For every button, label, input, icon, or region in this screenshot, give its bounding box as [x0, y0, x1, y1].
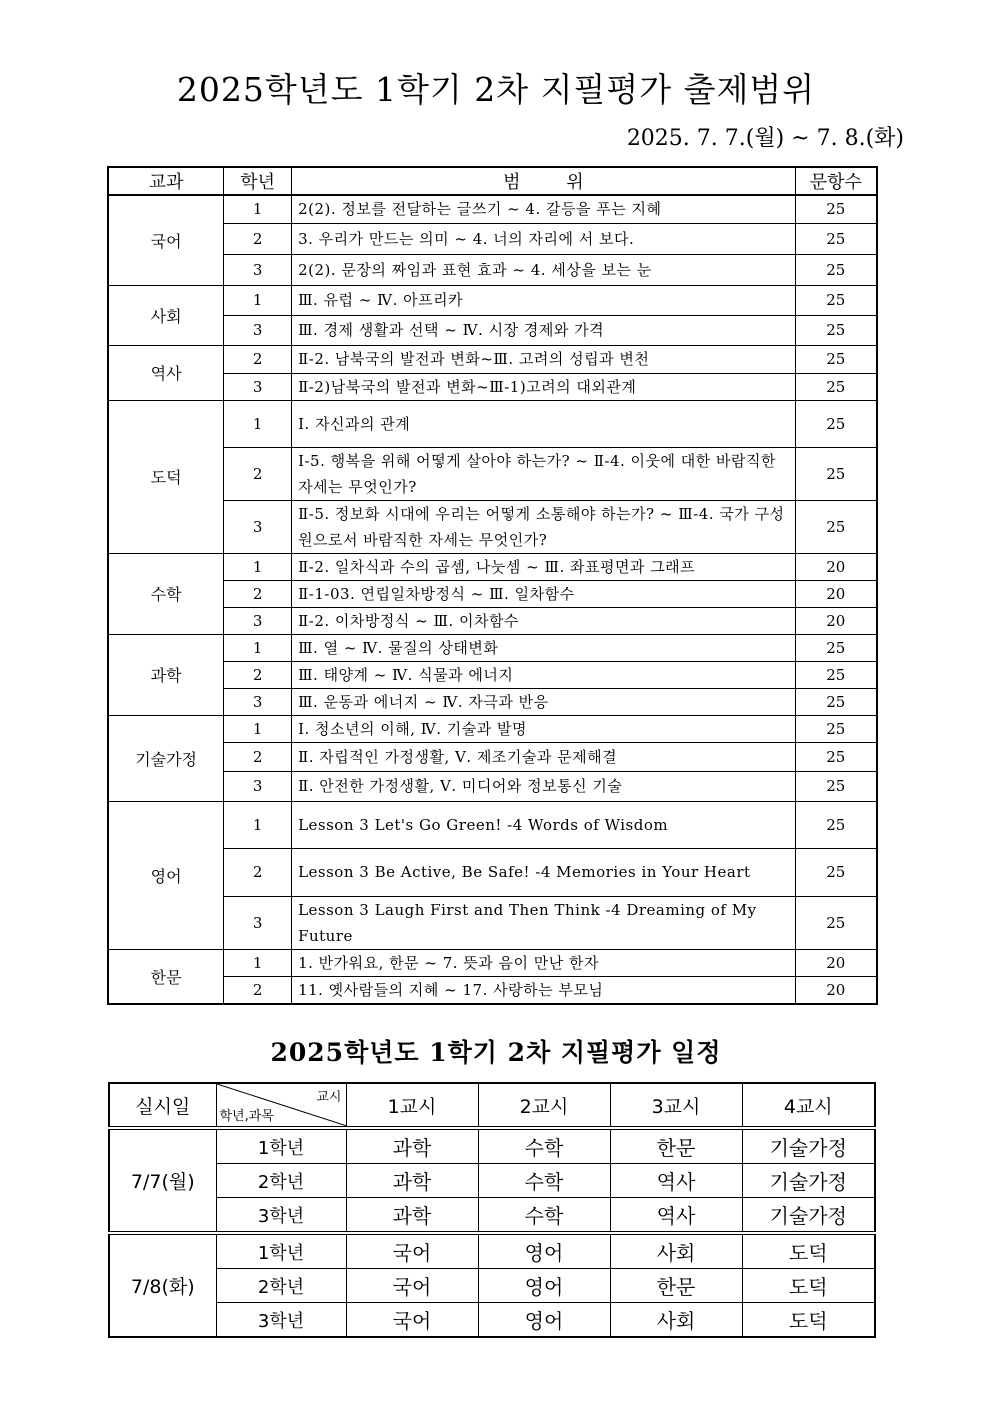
period-subject-cell: 과학 — [346, 1198, 478, 1234]
range-row — [108, 715, 877, 742]
count-cell: 25 — [795, 254, 877, 285]
period-subject-cell: 도덕 — [742, 1233, 875, 1269]
header-count: 문항수 — [795, 167, 877, 195]
grade-cell: 3 — [224, 607, 292, 634]
count-cell: 25 — [795, 771, 877, 801]
subject-cell: 수학 — [108, 553, 224, 634]
range-cell: Ⅱ. 안전한 가정생활, Ⅴ. 미디어와 정보통신 기술 — [292, 771, 796, 801]
count-cell: 25 — [795, 742, 877, 771]
range-cell: 3. 우리가 만드는 의미 ~ 4. 너의 자리에 서 보다. — [292, 223, 796, 254]
range-row — [108, 195, 877, 223]
range-cell: Ⅲ. 운동과 에너지 ~ Ⅳ. 자극과 반응 — [292, 688, 796, 715]
range-cell: Lesson 3 Let's Go Green! -4 Words of Wisdom — [292, 801, 796, 848]
range-cell: Lesson 3 Laugh First and Then Think -4 Dreaming of My Future — [292, 896, 796, 949]
count-cell: 25 — [795, 345, 877, 373]
count-cell: 25 — [795, 896, 877, 949]
grade-cell: 3 — [224, 771, 292, 801]
range-row — [108, 896, 877, 949]
range-row — [108, 607, 877, 634]
schedule-row — [109, 1303, 875, 1338]
count-cell: 25 — [795, 801, 877, 848]
grade-cell: 2 — [224, 976, 292, 1004]
grade-cell: 1 — [224, 553, 292, 580]
range-cell: Ⅰ-5. 행복을 위해 어떻게 살아야 하는가? ~ Ⅱ-4. 이웃에 대한 바람직한 자세는 무엇인가? — [292, 447, 796, 500]
subject-cell: 한문 — [108, 949, 224, 1004]
period-subject-cell: 국어 — [346, 1233, 478, 1269]
count-cell: 25 — [795, 400, 877, 447]
period-subject-cell: 과학 — [346, 1164, 478, 1198]
range-cell: Ⅱ-1-03. 연립일차방정식 ~ Ⅲ. 일차함수 — [292, 580, 796, 607]
grade-cell: 1 — [224, 634, 292, 661]
count-cell: 25 — [795, 447, 877, 500]
exam-schedule-table — [108, 1082, 876, 1338]
count-cell: 25 — [795, 373, 877, 400]
schedule-row — [109, 1233, 875, 1269]
header-subject: 교과 — [108, 167, 224, 195]
range-cell: Ⅱ-2. 남북국의 발전과 변화~Ⅲ. 고려의 성립과 변천 — [292, 345, 796, 373]
count-cell: 25 — [795, 688, 877, 715]
count-cell: 25 — [795, 285, 877, 315]
period-subject-cell: 사회 — [610, 1303, 742, 1338]
count-cell: 25 — [795, 634, 877, 661]
range-cell: Ⅱ-2)남북국의 발전과 변화~Ⅲ-1)고려의 대외관계 — [292, 373, 796, 400]
period-subject-cell: 영어 — [478, 1269, 610, 1303]
range-cell: Ⅲ. 경제 생활과 선택 ~ Ⅳ. 시장 경제와 가격 — [292, 315, 796, 345]
grade-cell: 2 — [224, 580, 292, 607]
range-row — [108, 580, 877, 607]
period-subject-cell: 도덕 — [742, 1269, 875, 1303]
period-subject-cell: 사회 — [610, 1233, 742, 1269]
grade-cell: 3 — [224, 315, 292, 345]
diag-period-label: 교시 — [316, 1090, 342, 1105]
header-period-2: 2교시 — [478, 1083, 610, 1128]
range-row — [108, 742, 877, 771]
subject-cell: 도덕 — [108, 400, 224, 553]
range-cell: Ⅱ-5. 정보화 시대에 우리는 어떻게 소통해야 하는가? ~ Ⅲ-4. 국가 구성원으로서 바람직한 자세는 무엇인가? — [292, 500, 796, 553]
grade-cell: 2 — [224, 447, 292, 500]
range-cell: Ⅰ. 자신과의 관계 — [292, 400, 796, 447]
count-cell: 25 — [795, 661, 877, 688]
period-subject-cell: 한문 — [610, 1269, 742, 1303]
grade-cell: 2 — [224, 223, 292, 254]
range-row — [108, 949, 877, 976]
range-row — [108, 285, 877, 315]
range-cell: 11. 옛사람들의 지혜 ~ 17. 사랑하는 부모님 — [292, 976, 796, 1004]
header-period-1: 1교시 — [346, 1083, 478, 1128]
grade-cell: 1 — [224, 949, 292, 976]
range-row — [108, 447, 877, 500]
grade-cell: 1 — [224, 715, 292, 742]
range-cell: Ⅰ. 청소년의 이해, Ⅳ. 기술과 발명 — [292, 715, 796, 742]
range-cell: Ⅱ-2. 일차식과 수의 곱셈, 나눗셈 ~ Ⅲ. 좌표평면과 그래프 — [292, 553, 796, 580]
subject-cell: 영어 — [108, 801, 224, 949]
grade-cell: 3학년 — [216, 1198, 346, 1234]
period-subject-cell: 과학 — [346, 1128, 478, 1164]
grade-cell: 1학년 — [216, 1128, 346, 1164]
range-row — [108, 315, 877, 345]
count-cell: 20 — [795, 976, 877, 1004]
subject-cell: 역사 — [108, 345, 224, 400]
exam-date-range: 2025. 7. 7.(월) ~ 7. 8.(화) — [626, 126, 904, 151]
count-cell: 25 — [795, 500, 877, 553]
exam-date-cell: 7/7(월) — [109, 1128, 216, 1233]
range-row — [108, 400, 877, 447]
period-subject-cell: 기술가정 — [742, 1164, 875, 1198]
exam-date-cell: 7/8(화) — [109, 1233, 216, 1337]
exam-range-table — [107, 166, 878, 1005]
count-cell: 25 — [795, 715, 877, 742]
count-cell: 20 — [795, 553, 877, 580]
range-row — [108, 500, 877, 553]
period-subject-cell: 역사 — [610, 1164, 742, 1198]
range-row — [108, 223, 877, 254]
grade-cell: 3학년 — [216, 1303, 346, 1338]
range-row — [108, 848, 877, 896]
grade-cell: 1 — [224, 285, 292, 315]
range-cell: Ⅱ. 자립적인 가정생활, Ⅴ. 제조기술과 문제해결 — [292, 742, 796, 771]
grade-cell: 3 — [224, 500, 292, 553]
period-subject-cell: 기술가정 — [742, 1128, 875, 1164]
grade-cell: 1 — [224, 195, 292, 223]
range-row — [108, 688, 877, 715]
schedule-title: 2025학년도 1학기 2차 지필평가 일정 — [270, 1038, 722, 1067]
subject-cell: 과학 — [108, 634, 224, 715]
subject-cell: 기술가정 — [108, 715, 224, 801]
header-diagonal-cell — [216, 1083, 346, 1128]
range-row — [108, 254, 877, 285]
period-subject-cell: 영어 — [478, 1233, 610, 1269]
range-cell: 2(2). 정보를 전달하는 글쓰기 ~ 4. 갈등을 푸는 지혜 — [292, 195, 796, 223]
period-subject-cell: 한문 — [610, 1128, 742, 1164]
grade-cell: 2 — [224, 742, 292, 771]
count-cell: 20 — [795, 580, 877, 607]
grade-cell: 1 — [224, 400, 292, 447]
range-row — [108, 373, 877, 400]
schedule-row — [109, 1128, 875, 1164]
header-range: 범 위 — [292, 167, 796, 195]
grade-cell: 2학년 — [216, 1164, 346, 1198]
range-cell: Ⅱ-2. 이차방정식 ~ Ⅲ. 이차함수 — [292, 607, 796, 634]
subject-cell: 사회 — [108, 285, 224, 345]
header-period-3: 3교시 — [610, 1083, 742, 1128]
range-cell: 2(2). 문장의 짜임과 표현 효과 ~ 4. 세상을 보는 눈 — [292, 254, 796, 285]
schedule-row — [109, 1269, 875, 1303]
grade-cell: 3 — [224, 373, 292, 400]
period-subject-cell: 역사 — [610, 1198, 742, 1234]
period-subject-cell: 영어 — [478, 1303, 610, 1338]
grade-cell: 3 — [224, 688, 292, 715]
count-cell: 25 — [795, 848, 877, 896]
range-row — [108, 801, 877, 848]
period-subject-cell: 도덕 — [742, 1303, 875, 1338]
period-subject-cell: 수학 — [478, 1128, 610, 1164]
count-cell: 20 — [795, 607, 877, 634]
range-cell: Ⅲ. 유럽 ~ Ⅳ. 아프리카 — [292, 285, 796, 315]
range-cell: 1. 반가워요, 한문 ~ 7. 뜻과 음이 만난 한자 — [292, 949, 796, 976]
count-cell: 25 — [795, 223, 877, 254]
range-cell: Ⅲ. 열 ~ Ⅳ. 물질의 상태변화 — [292, 634, 796, 661]
period-subject-cell: 수학 — [478, 1198, 610, 1234]
period-subject-cell: 수학 — [478, 1164, 610, 1198]
count-cell: 20 — [795, 949, 877, 976]
header-date: 실시일 — [109, 1083, 216, 1128]
range-row — [108, 553, 877, 580]
count-cell: 25 — [795, 315, 877, 345]
grade-cell: 1 — [224, 801, 292, 848]
range-cell: Lesson 3 Be Active, Be Safe! -4 Memories in Your Heart — [292, 848, 796, 896]
grade-cell: 3 — [224, 254, 292, 285]
range-row — [108, 345, 877, 373]
period-subject-cell: 국어 — [346, 1303, 478, 1338]
range-row — [108, 634, 877, 661]
grade-cell: 1학년 — [216, 1233, 346, 1269]
grade-cell: 2 — [224, 345, 292, 373]
range-row — [108, 976, 877, 1004]
range-row — [108, 661, 877, 688]
grade-cell: 2 — [224, 848, 292, 896]
grade-cell: 2학년 — [216, 1269, 346, 1303]
header-grade: 학년 — [224, 167, 292, 195]
subject-cell: 국어 — [108, 195, 224, 285]
header-period-4: 4교시 — [742, 1083, 875, 1128]
range-row — [108, 771, 877, 801]
diag-grade-subject-label: 학년,과목 — [219, 1109, 274, 1124]
period-subject-cell: 국어 — [346, 1269, 478, 1303]
period-subject-cell: 기술가정 — [742, 1198, 875, 1234]
schedule-row — [109, 1164, 875, 1198]
schedule-row — [109, 1198, 875, 1234]
grade-cell: 2 — [224, 661, 292, 688]
count-cell: 25 — [795, 195, 877, 223]
page-title: 2025학년도 1학기 2차 지필평가 출제범위 — [176, 70, 816, 109]
grade-cell: 3 — [224, 896, 292, 949]
range-cell: Ⅲ. 태양계 ~ Ⅳ. 식물과 에너지 — [292, 661, 796, 688]
